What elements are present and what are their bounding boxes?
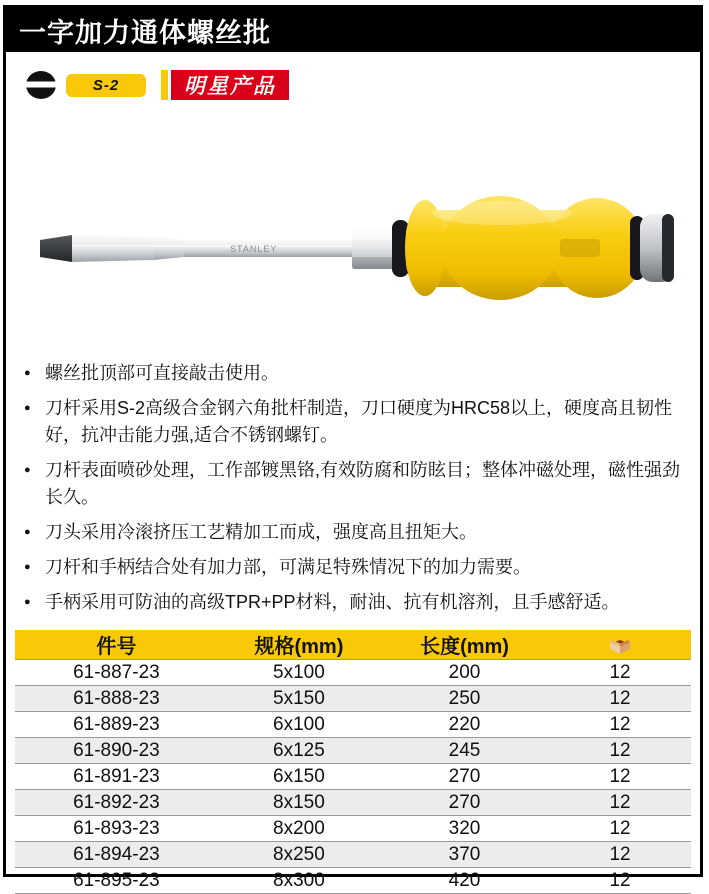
table-cell: 5x100 (218, 660, 380, 686)
table-cell: 6x125 (218, 738, 380, 764)
table-row (15, 868, 691, 894)
table-cell: 6x150 (218, 764, 380, 790)
table-cell: 12 (549, 868, 691, 894)
table-row (15, 816, 691, 842)
table-row (15, 790, 691, 816)
product-sheet (3, 5, 703, 891)
table-cell: 250 (380, 686, 549, 712)
table-cell: 370 (380, 842, 549, 868)
table-row (15, 738, 691, 764)
slotted-tip-icon (25, 70, 57, 100)
table-cell: 12 (549, 842, 691, 868)
table-cell: 61-888-23 (15, 686, 218, 712)
table-cell: 420 (380, 868, 549, 894)
handle (405, 196, 645, 300)
handle-logo-emboss (560, 239, 600, 257)
table-cell: 61-893-23 (15, 816, 218, 842)
badge-row (25, 69, 700, 101)
col-header-part-no: 件号 (15, 630, 218, 660)
table-row (15, 686, 691, 712)
table-cell: 12 (549, 738, 691, 764)
table-cell: 61-887-23 (15, 660, 218, 686)
spec-table (15, 630, 691, 894)
table-cell: 8x300 (218, 868, 380, 894)
table-row (15, 842, 691, 868)
title-bar (6, 8, 700, 52)
page-title: 一字加力通体螺丝批 (19, 17, 271, 48)
table-row (15, 764, 691, 790)
table-row (15, 712, 691, 738)
table-cell: 12 (549, 816, 691, 842)
feature-item: ● 刀头采用冷滚挤压工艺精加工而成，强度高且扭矩大。 (23, 519, 686, 546)
table-cell: 245 (380, 738, 549, 764)
feature-item: ● 螺丝批顶部可直接敲击使用。 (23, 360, 686, 387)
feature-item: ● 刀杆表面喷砂处理，工作部镀黑铬,有效防腐和防眩目；整体冲磁处理，磁性强劲长久。 (23, 457, 686, 511)
table-cell: 200 (380, 660, 549, 686)
tip-type-badge: S-2 (66, 74, 146, 97)
table-cell: 6x100 (218, 712, 380, 738)
table-cell: 5x150 (218, 686, 380, 712)
table-cell: 61-891-23 (15, 764, 218, 790)
table-cell: 12 (549, 790, 691, 816)
feature-item: ● 刀杆和手柄结合处有加力部，可满足特殊情况下的加力需要。 (23, 554, 686, 581)
yellow-divider-bar (161, 70, 168, 100)
spec-table-body (15, 660, 691, 894)
product-image (32, 157, 682, 339)
table-row (15, 660, 691, 686)
feature-item: ● 手柄采用可防油的高级TPR+PP材料，耐油、抗有机溶剂，且手感舒适。 (23, 589, 686, 616)
table-cell: 61-889-23 (15, 712, 218, 738)
table-cell: 61-894-23 (15, 842, 218, 868)
table-cell: 220 (380, 712, 549, 738)
table-cell: 12 (549, 660, 691, 686)
table-cell: 8x200 (218, 816, 380, 842)
star-product-badge: 明星产品 (171, 70, 289, 100)
table-cell: 8x250 (218, 842, 380, 868)
feature-item: ● 刀杆采用S-2高级合金钢六角批杆制造，刀口硬度为HRC58以上，硬度高且韧性好，抗冲击能力强,适合不锈钢螺钉。 (23, 395, 686, 449)
col-header-length: 长度(mm) (380, 630, 549, 660)
table-cell: 12 (549, 686, 691, 712)
table-cell: 61-895-23 (15, 868, 218, 894)
col-header-qty (549, 630, 691, 660)
striking-cap (640, 214, 674, 282)
table-cell: 12 (549, 712, 691, 738)
table-cell: 12 (549, 764, 691, 790)
table-cell: 270 (380, 790, 549, 816)
feature-list (23, 360, 686, 616)
col-header-spec: 规格(mm) (218, 630, 380, 660)
table-cell: 270 (380, 764, 549, 790)
blade-tip (40, 235, 72, 262)
table-cell: 61-892-23 (15, 790, 218, 816)
spec-table-header (15, 630, 691, 660)
shaft-brand-text: STANLEY (230, 244, 278, 254)
table-cell: 8x150 (218, 790, 380, 816)
carton-icon (608, 635, 632, 655)
table-cell: 61-890-23 (15, 738, 218, 764)
table-cell: 320 (380, 816, 549, 842)
